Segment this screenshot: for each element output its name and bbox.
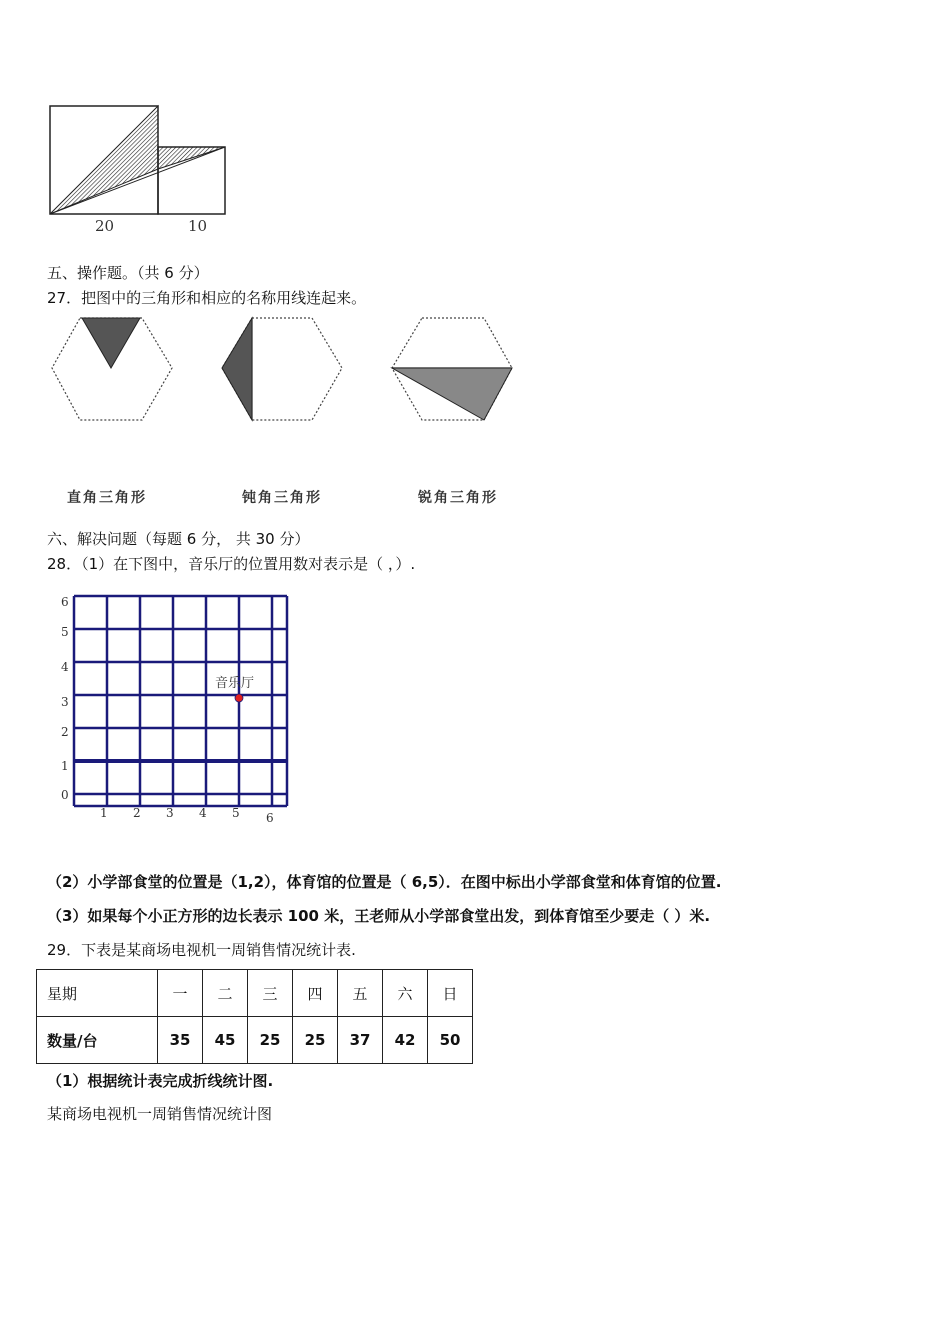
triangle-in-hexagon-3	[392, 368, 512, 420]
q28-part1: 28．（1）在下图中，音乐厅的位置用数对表示是（ ，）.	[47, 555, 416, 573]
hexagon-figures	[40, 310, 540, 430]
concert-hall-label: 音乐厅	[215, 676, 255, 691]
table-cell: 25	[293, 1017, 338, 1064]
y-axis-label: 2	[61, 725, 69, 739]
x-axis-label: 1	[100, 806, 108, 820]
x-axis-label: 2	[133, 806, 141, 820]
table-row	[37, 970, 473, 1017]
shaded-triangle-left	[50, 106, 158, 214]
table-cell: 四	[293, 970, 338, 1017]
q28-part2: （2）小学部食堂的位置是（1,2），体育馆的位置是（ 6,5）．在图中标出小学部食堂和体育馆的位置.	[47, 873, 722, 891]
shaded-triangle-right	[158, 147, 225, 169]
y-axis-label: 4	[61, 660, 69, 674]
table-cell: 三	[248, 970, 293, 1017]
label-obtuse-triangle: 钝角三角形	[242, 490, 322, 506]
table-cell: 五	[338, 970, 383, 1017]
table-cell: 45	[203, 1017, 248, 1064]
table-cell: 42	[383, 1017, 428, 1064]
chart-title: 某商场电视机一周销售情况统计图	[47, 1105, 273, 1123]
table-cell: 35	[158, 1017, 203, 1064]
table-header-label: 星期	[37, 970, 158, 1017]
x-axis-label: 6	[266, 811, 274, 825]
table-cell: 日	[428, 970, 473, 1017]
table-cell: 50	[428, 1017, 473, 1064]
q28-part3: （3）如果每个小正方形的边长表示 100 米，王老师从小学部食堂出发，到体育馆至少要走（ ）米.	[47, 907, 711, 925]
x-axis-label: 4	[199, 806, 207, 820]
y-axis-label: 6	[61, 595, 69, 609]
y-axis-label: 0	[61, 788, 69, 802]
table-row	[37, 1017, 473, 1064]
coordinate-grid	[55, 588, 290, 828]
sales-table	[36, 969, 473, 1064]
table-cell: 37	[338, 1017, 383, 1064]
y-axis-label: 5	[61, 625, 69, 639]
y-axis-label: 3	[61, 695, 69, 709]
y-axis-label: 1	[61, 759, 69, 773]
table-cell: 25	[248, 1017, 293, 1064]
label-acute-triangle: 锐角三角形	[418, 490, 498, 506]
q29-text: 29．下表是某商场电视机一周销售情况统计表.	[47, 941, 356, 959]
label-20: 20	[95, 217, 115, 235]
concert-hall-point	[235, 694, 243, 702]
x-axis-label: 5	[232, 806, 240, 820]
x-axis-label: 3	[166, 806, 174, 820]
section5-title: 五、操作题。（共 6 分）	[47, 264, 209, 282]
table-cell: 一	[158, 970, 203, 1017]
section6-title: 六、解决问题（每题 6 分， 共 30 分）	[47, 530, 310, 548]
label-10: 10	[188, 217, 208, 235]
triangle-in-hexagon-1	[82, 318, 140, 368]
top-figure	[40, 96, 240, 241]
table-value-label: 数量/台	[37, 1017, 158, 1064]
table-cell: 二	[203, 970, 248, 1017]
label-right-triangle: 直角三角形	[67, 490, 147, 506]
q27-text: 27．把图中的三角形和相应的名称用线连起来。	[47, 289, 367, 307]
table-cell: 六	[383, 970, 428, 1017]
triangle-in-hexagon-2	[222, 318, 252, 420]
q29-part1: （1）根据统计表完成折线统计图.	[47, 1072, 274, 1090]
